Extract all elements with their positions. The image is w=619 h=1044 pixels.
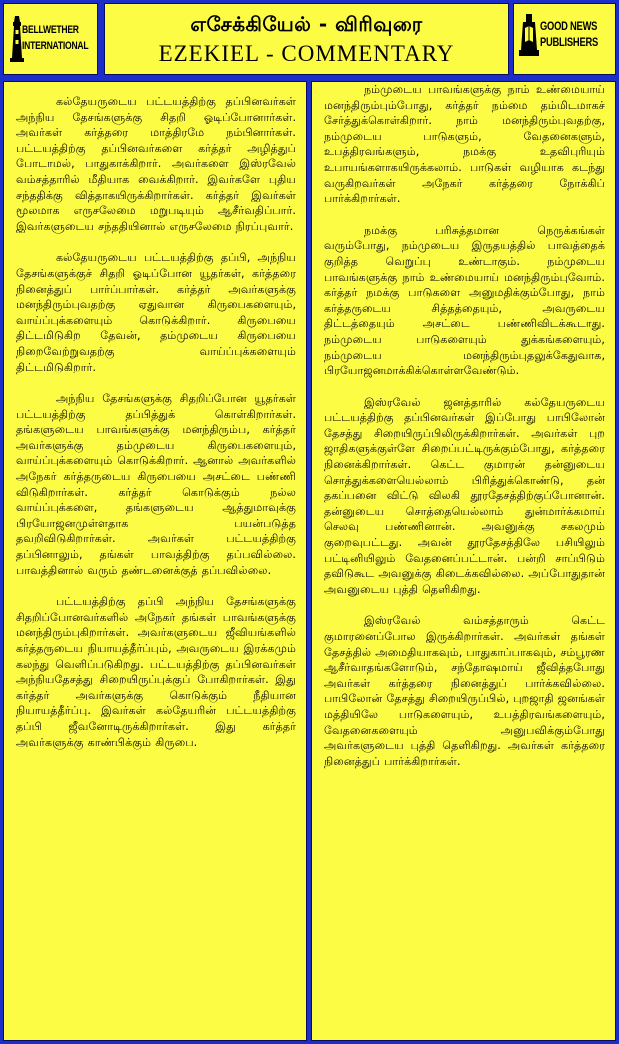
paragraph: நமக்கு பரிசுத்தமான நெருக்கங்கள் வரும்போது, நம்முடைய இருதயத்தில் பாவத்தைக் குறித்த வெறுப்பு உண்டாகும். நம்முடைய பாவங்களுக்கு நாம் உண்மையாய் மனந்திரும்புவோம். கர்த்தர் நமக்கு பாடுகளை அனுமதிக்கும்போது, நாம் கர்த்தருடைய சித்தத்தையும், அவருடைய திட்டத்தையும் அசட்டை பண்ணிவிடக்கூடாது. நம்முடைய பாடுகளையும் துக்கங்களையும், நம்முடைய மனந்திரும்புதலுக்கேதுவாக, பிரயோஜனமாக்கிக்கொள்ளவேண்டும். bbox=[324, 223, 605, 378]
paragraph: கல்தேயருடைய பட்டயத்திற்கு தப்பி, அந்நிய தேசங்களுக்குச் சிதறி ஓடிப்போன யூதர்கள், கர்த்தரை நினைத்துப் பார்ப்பார்கள். கர்த்தர் அவர்களுக்கு மனந்திரும்புவதற்கு ஏதுவான கிருபைகளையும், வாய்ப்புக்களையும் கொடுக்கிறார். கிருபையை திட்டமிடுகிற தேவன், தம்முடைய கிருபையை நிறைவேற்றுவதற்கு வாய்ப்புக்களையும் திட்டமிடுகிறார். bbox=[16, 251, 296, 374]
bellwether-logo bbox=[3, 3, 98, 75]
paragraph: இஸ்ரவேல் வம்சத்தாரும் கெட்ட குமாரனைப்போல இருக்கிறார்கள். அவர்கள் தங்கள் தேசத்தில் அமைதியாகவும், பாதுகாப்பாகவும், சம்பூரண ஆசீர்வாதங்களோடும், சந்தோஷமாய் ஜீவித்தபோது அவர்கள் கர்த்தரை நினைத்துப் பார்க்கவில்லை. பாபிலோன் தேசத்து சிறையிருப்பில், புறஜாதி ஜனங்கள் மத்தியிலே பாடுகளையும், உபத்திரவங்களையும், வேதனைகளையும் அனுபவிக்கும்போது அவர்களுடைய புத்தி தெளிகிறது. அவர்கள் கர்த்தரை நினைத்துப் பார்க்கிறார்கள். bbox=[324, 614, 605, 768]
title-tamil: எசேக்கியேல் - விரிவுரை bbox=[190, 12, 423, 36]
logo-left-line1: BELLWETHER bbox=[22, 24, 79, 36]
title-english: EZEKIEL - COMMENTARY bbox=[158, 41, 455, 66]
paragraph: நம்முடைய பாவங்களுக்கு நாம் உண்மையாய் மனந்திரும்பும்போது, கர்த்தர் நம்மை தம்மிடமாகச் சேர்த்துக்கொள்கிறார். நாம் மனந்திரும்புவதற்கு, நம்முடைய பாடுகளும், வேதனைகளும், உபத்திரவங்களும், நமக்கு உதவிபுரியும் உபாயங்களாகயிருக்கலாம். பாடுகள் வழியாக கடந்து வருகிறவர்கள் அநேகர் கர்த்தரை நோக்கிப் பார்க்கிறார்கள். bbox=[324, 83, 605, 206]
logo-right-line2: PUBLISHERS bbox=[540, 35, 599, 49]
paragraph: கல்தேயருடைய பட்டயத்திற்கு தப்பினவர்கள் அந்நிய தேசங்களுக்கு சிதறி ஓடிப்போனார்கள். அவர்கள் கர்த்தரை மாத்திரமே நம்பினார்கள். பட்டயத்திற்கு தப்பினவர்களை கர்த்தர் அழித்துப் போடாமல், பாதுகாக்கிறார். அவர்களை இஸ்ரவேல் வம்சத்தாரில் மீதியாக வைக்கிறார். இவர்களே புதிய சந்ததிக்கு வித்தாகயிருக்கிறார்கள். கர்த்தர் இவர்கள் மூலமாக எருசலேமை மறுபடியும் ஆசீர்வதிப்பார். இவர்களுடைய சந்ததியினால் எருசலேமை நிரப்புவார். bbox=[16, 95, 296, 233]
logo-left-line2: INTERNATIONAL bbox=[22, 40, 89, 52]
left-column bbox=[3, 81, 307, 1041]
title-box bbox=[104, 3, 509, 75]
right-column bbox=[311, 81, 616, 1041]
good-news-logo bbox=[513, 3, 616, 75]
paragraph: பட்டயத்திற்கு தப்பி அந்நிய தேசங்களுக்கு சிதறிப்போனவர்களில் அநேகர் தங்கள் பாவங்களுக்கு மனந்திரும்புகிறார்கள். அவர்களுடைய ஜீவியங்களில் கர்த்தருடைய நியாயத்தீர்ப்பும், அவருடைய இரக்கமும் கலந்து வெளிப்படுகிறது. பட்டயத்திற்கு தப்பினவர்கள் அந்நியதேசத்து சிறையிருப்புக்குப் போகிறார்கள். இது கர்த்தர் அவர்களுக்கு கொடுக்கும் நீதியான நியாயத்தீர்ப்பு. இவர்கள் கல்தேயரின் பட்டயத்திற்கு தப்பி ஜீவனோடிருக்கிறார்கள். இது கர்த்தர் அவர்களுக்கு காண்பிக்கும் கிருபை. bbox=[16, 595, 296, 749]
logo-right-line1: GOOD NEWS bbox=[540, 19, 598, 33]
paragraph: இஸ்ரவேல் ஜனத்தாரில் கல்தேயருடைய பட்டயத்திற்கு தப்பினவர்கள் இப்போது பாபிலோன் தேசத்து சிறையிருப்பிலிருக்கிறார்கள். அவர்கள் புற ஜாதிகளுக்குள்ளே சிறைப்பட்டிருக்கும்போது, கர்த்தரை நினைக்கிறார்கள். கெட்ட குமாரன் தன்னுடைய சொத்துக்களையெல்லாம் பிரித்துக்கொண்டு, தன் தகப்பனை விட்டு விலகி தூரதேசத்திற்குப்போனான். தன்னுடைய சொத்தையெல்லாம் துன்மார்க்கமாய் செலவு பண்ணினான். அவனுக்கு சகலமும் குறைவுபட்டது. அவன் தூரதேசத்திலே பசியிலும் பட்டினியிலும் வேதனைப்பட்டான். பன்றி சாப்பிடும் தவிடுகூட அவனுக்கு கிடைக்கவில்லை. அப்போதுதான் அவனுடைய புத்தி தெளிகிறது. bbox=[324, 395, 605, 596]
book-logo-icon bbox=[519, 12, 539, 62]
paragraph: அந்நிய தேசங்களுக்கு சிதறிப்போன யூதர்கள் பட்டயத்திற்கு தப்பித்துக் கொள்கிறார்கள். தங்களுடைய பாவங்களுக்கு மனந்திரும்ப, கர்த்தர் அவர்களுக்கு தம்முடைய கிருபைகளையும், வாய்ப்புக்களையும் கொடுக்கிறார். ஆனால் அவர்களில் அநேகர் கர்த்தருடைய கிருபையை அசட்டை பண்ணி விடுகிறார்கள். கர்த்தர் கொடுக்கும் நல்ல வாய்ப்புக்களை, தங்களுடைய ஆத்துமாவுக்கு பிரயோஜனமுள்ளதாக பயன்படுத்த தவறிவிடுகிறார்கள். அவர்கள் பட்டயத்திற்கு தப்பினாலும், தங்கள் பாவத்திற்கு தப்பவில்லை. பாவத்தினால் வரும் தண்டனைக்குத் தப்பவில்லை. bbox=[16, 392, 296, 577]
